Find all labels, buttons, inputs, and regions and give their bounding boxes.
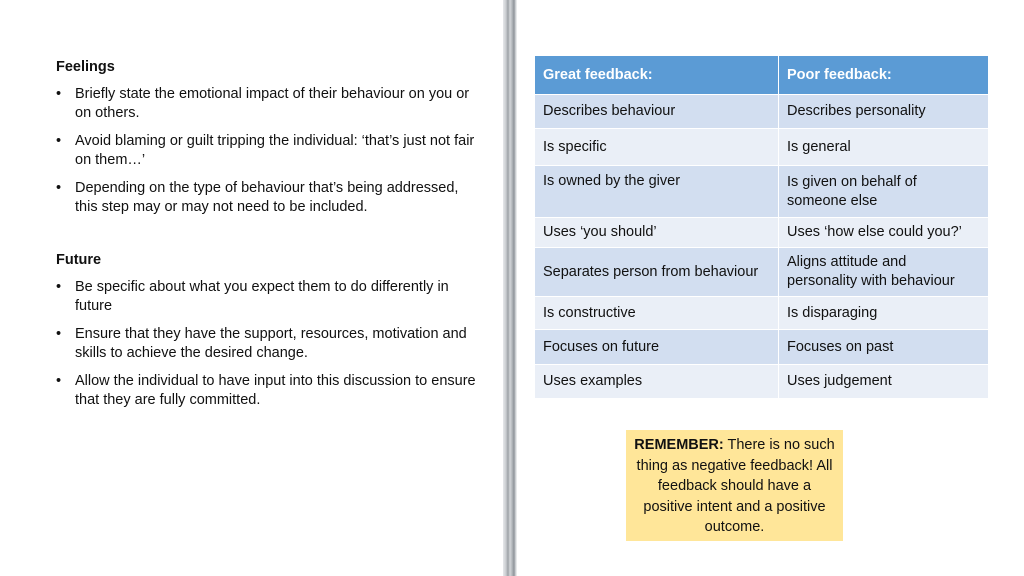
future-title: Future bbox=[56, 252, 102, 268]
table-cell: Aligns attitude and personality with behaviour bbox=[779, 248, 989, 297]
list-item bbox=[56, 85, 476, 123]
left-column bbox=[56, 58, 476, 419]
list-item bbox=[56, 325, 476, 363]
table-cell: Uses examples bbox=[535, 365, 779, 399]
table-cell: Focuses on future bbox=[535, 330, 779, 365]
table-row bbox=[535, 297, 989, 330]
list-item bbox=[56, 372, 476, 410]
table-row bbox=[535, 248, 989, 297]
bullet-text: Allow the individual to have input into this discussion to ensure that they are fully committed. bbox=[75, 373, 476, 408]
bullet-icon: • bbox=[56, 133, 62, 149]
page-divider bbox=[503, 0, 517, 576]
reminder-text: There is no such thing as negative feedback! All feedback should have a positive intent and a positive outcome. bbox=[636, 437, 835, 535]
bullet-icon: • bbox=[56, 279, 62, 295]
bullet-text: Be specific about what you expect them to do differently in future bbox=[75, 279, 449, 314]
table-row bbox=[535, 365, 989, 399]
table-cell: Is owned by the giver bbox=[535, 166, 779, 218]
table-cell: Separates person from behaviour bbox=[535, 248, 779, 297]
table-cell: Is given on behalf of someone else bbox=[779, 166, 989, 218]
feelings-title: Feelings bbox=[56, 59, 115, 75]
table-cell: Is general bbox=[779, 129, 989, 166]
reminder-box bbox=[626, 430, 843, 541]
header-great-feedback: Great feedback: bbox=[535, 56, 779, 95]
future-list bbox=[56, 278, 476, 410]
reminder-label: REMEMBER: bbox=[634, 437, 724, 453]
table-cell: Is constructive bbox=[535, 297, 779, 330]
bullet-text: Depending on the type of behaviour that’s being addressed, this step may or may not need to be included. bbox=[75, 180, 459, 215]
table-row bbox=[535, 95, 989, 129]
section-spacer bbox=[56, 226, 476, 251]
list-item bbox=[56, 278, 476, 316]
table-cell: Uses ‘how else could you?’ bbox=[779, 218, 989, 248]
bullet-text: Briefly state the emotional impact of their behaviour on you or on others. bbox=[75, 86, 470, 121]
bullet-icon: • bbox=[56, 326, 62, 342]
table-header-row bbox=[535, 56, 989, 95]
bullet-text: Ensure that they have the support, resources, motivation and skills to achieve the desired change. bbox=[75, 326, 467, 361]
feedback-table bbox=[534, 55, 989, 399]
table-cell: Uses judgement bbox=[779, 365, 989, 399]
bullet-icon: • bbox=[56, 180, 62, 196]
table-row bbox=[535, 129, 989, 166]
table-row bbox=[535, 166, 989, 218]
feelings-list bbox=[56, 85, 476, 217]
table-cell: Focuses on past bbox=[779, 330, 989, 365]
table-row bbox=[535, 330, 989, 365]
bullet-icon: • bbox=[56, 373, 62, 389]
bullet-icon: • bbox=[56, 86, 62, 102]
header-poor-feedback: Poor feedback: bbox=[779, 56, 989, 95]
list-item bbox=[56, 132, 476, 170]
table-cell: Is disparaging bbox=[779, 297, 989, 330]
table-row bbox=[535, 218, 989, 248]
bullet-text: Avoid blaming or guilt tripping the individual: ‘that’s just not fair on them…’ bbox=[75, 133, 475, 168]
table-cell: Uses ‘you should’ bbox=[535, 218, 779, 248]
table-cell: Describes behaviour bbox=[535, 95, 779, 129]
list-item bbox=[56, 179, 476, 217]
table-cell: Describes personality bbox=[779, 95, 989, 129]
table-cell: Is specific bbox=[535, 129, 779, 166]
